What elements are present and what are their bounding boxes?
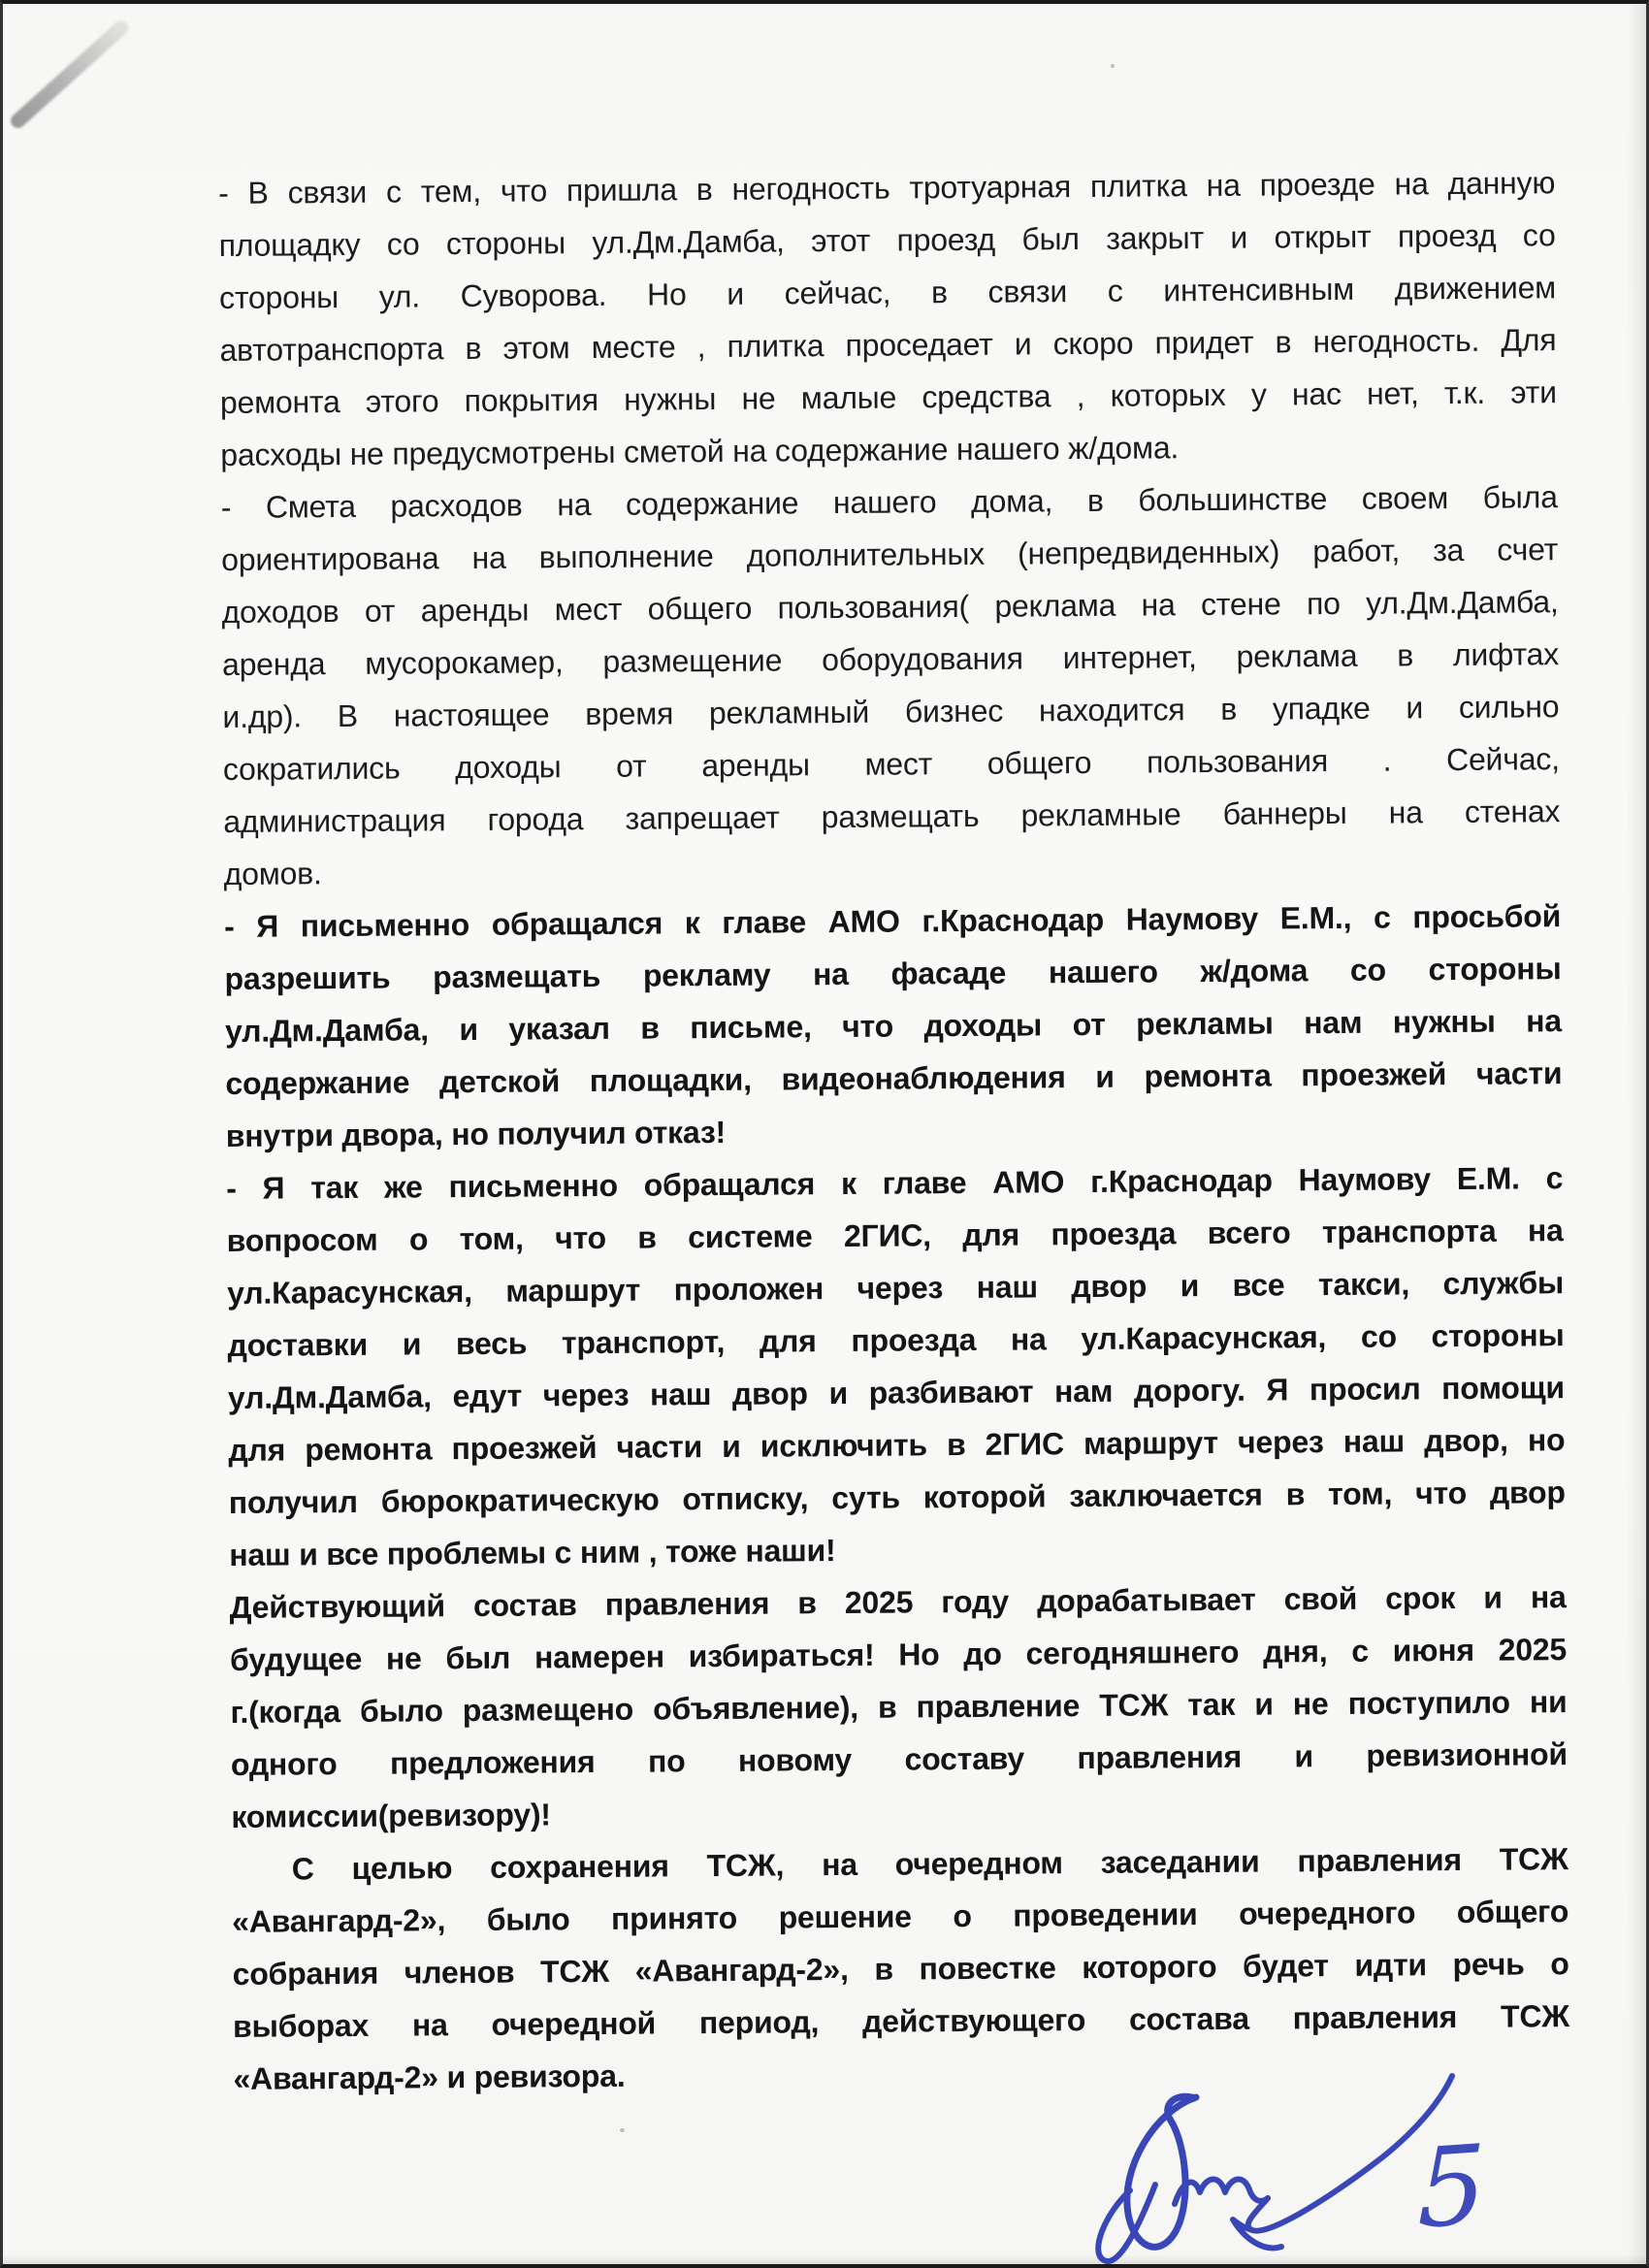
text-line: для ремонта проезжей части и исключить в 2ГИС маршрут через наш двор, но xyxy=(228,1422,1566,1468)
text-line: одного предложения по новому составу правления и ревизионной xyxy=(230,1736,1568,1782)
text-line: расходы не предусмотрены сметой на содержание нашего ж/дома. xyxy=(220,430,1180,472)
text-line: сократились доходы от аренды мест общего пользования . Сейчас, xyxy=(222,741,1560,787)
document-body-text xyxy=(218,156,1570,2105)
page-corner-fold-artifact xyxy=(8,17,131,131)
text-line: и.др). В настоящее время рекламный бизнес находится в упадке и сильно xyxy=(222,689,1560,734)
text-line: - Смета расходов на содержание нашего дома, в большинстве своем была xyxy=(220,479,1558,525)
handwritten-page-number: 5 xyxy=(1417,2122,1487,2253)
text-line: «Авангард-2», было принято решение о проведении очередного общего xyxy=(232,1894,1569,1939)
text-line: внутри двора, но получил отказ! xyxy=(225,1114,727,1153)
text-line: ул.Дм.Дамба, и указал в письме, что доходы от рекламы нам нужны на xyxy=(224,1003,1563,1049)
text-line: вопросом о том, что в системе 2ГИС, для проезда всего транспорта на xyxy=(226,1213,1564,1258)
paragraph-2gis-route xyxy=(226,1151,1566,1581)
text-line: г.(когда было размещено объявление), в правление ТСЖ так и не поступило ни xyxy=(230,1684,1568,1730)
text-line: доставки и весь транспорт, для проезда на ул.Карасунская, со стороны xyxy=(227,1317,1565,1363)
scan-edge-shadow-right xyxy=(1627,4,1646,2264)
text-line: стороны ул. Суворова. Но и сейчас, в связи с интенсивным движением xyxy=(218,270,1557,315)
text-line: Действующий состав правления в 2025 году дорабатывает свой срок и на xyxy=(229,1579,1567,1625)
paragraph-sidewalk-tiles xyxy=(218,156,1558,481)
text-line: получил бюрократическую отписку, суть которой заключается в том, что двор xyxy=(228,1474,1566,1520)
text-line: ремонта этого покрытия нужны не малые средства , которых у нас нет, т.к. эти xyxy=(219,374,1558,420)
text-line: «Авангард-2» и ревизора. xyxy=(233,2057,626,2096)
text-line: - Я письменно обращался к главе АМО г.Краснодар Наумову Е.М., с просьбой xyxy=(224,898,1562,944)
scan-speck xyxy=(1111,64,1115,68)
text-line: аренда мусорокамер, размещение оборудования интернет, реклама в лифтах xyxy=(221,636,1560,682)
text-line: наш и все проблемы с ним , тоже наши! xyxy=(229,1533,836,1572)
text-line: С целью сохранения ТСЖ, на очередном заседании правления ТСЖ xyxy=(291,1841,1568,1887)
text-line: собрания членов ТСЖ «Авангард-2», в повестке которого будет идти речь о xyxy=(232,1946,1569,1992)
text-line: комиссии(ревизору)! xyxy=(231,1797,551,1834)
text-line: - Я так же письменно обращался к главе АМО г.Краснодар Наумову Е.М. с xyxy=(226,1160,1564,1206)
text-line: доходов от аренды мест общего пользования( реклама на стене по ул.Дм.Дамба, xyxy=(221,584,1559,630)
text-line: администрация города запрещает размещать рекламные баннеры на стенах xyxy=(223,794,1561,839)
text-line: ул.Дм.Дамба, едут через наш двор и разбивают нам дорогу. Я просил помощи xyxy=(227,1370,1566,1415)
paragraph-advertising-request xyxy=(224,890,1563,1162)
text-line: будущее не был намерен избираться! Но до сегодняшнего дня, с июня 2025 xyxy=(229,1632,1568,1677)
text-line: разрешить размещать рекламу на фасаде нашего ж/дома со стороны xyxy=(224,951,1562,996)
text-line: автотранспорта в этом месте , плитка проседает и скоро придет в негодность. Для xyxy=(219,322,1557,368)
text-line: площадку со стороны ул.Дм.Дамба, этот проезд был закрыт и открыт проезд со xyxy=(218,217,1556,263)
paragraph-budget-estimate xyxy=(221,470,1561,900)
paragraph-board-term xyxy=(229,1571,1568,1843)
text-line: выборах на очередной период, действующего состава правления ТСЖ xyxy=(232,1998,1570,2044)
text-line: содержание детской площадки, видеонаблюдения и ремонта проезжей части xyxy=(225,1055,1563,1101)
text-line: ул.Карасунская, маршрут проложен через наш двор и все такси, службы xyxy=(226,1265,1565,1311)
text-line: домов. xyxy=(223,856,322,891)
text-line: - В связи с тем, что пришла в негодность тротуарная плитка на проезде на данную xyxy=(218,165,1556,211)
text-line: ориентирована на выполнение дополнительных (непредвиденных) работ, за счет xyxy=(221,532,1559,577)
scan-speck xyxy=(620,2128,625,2132)
